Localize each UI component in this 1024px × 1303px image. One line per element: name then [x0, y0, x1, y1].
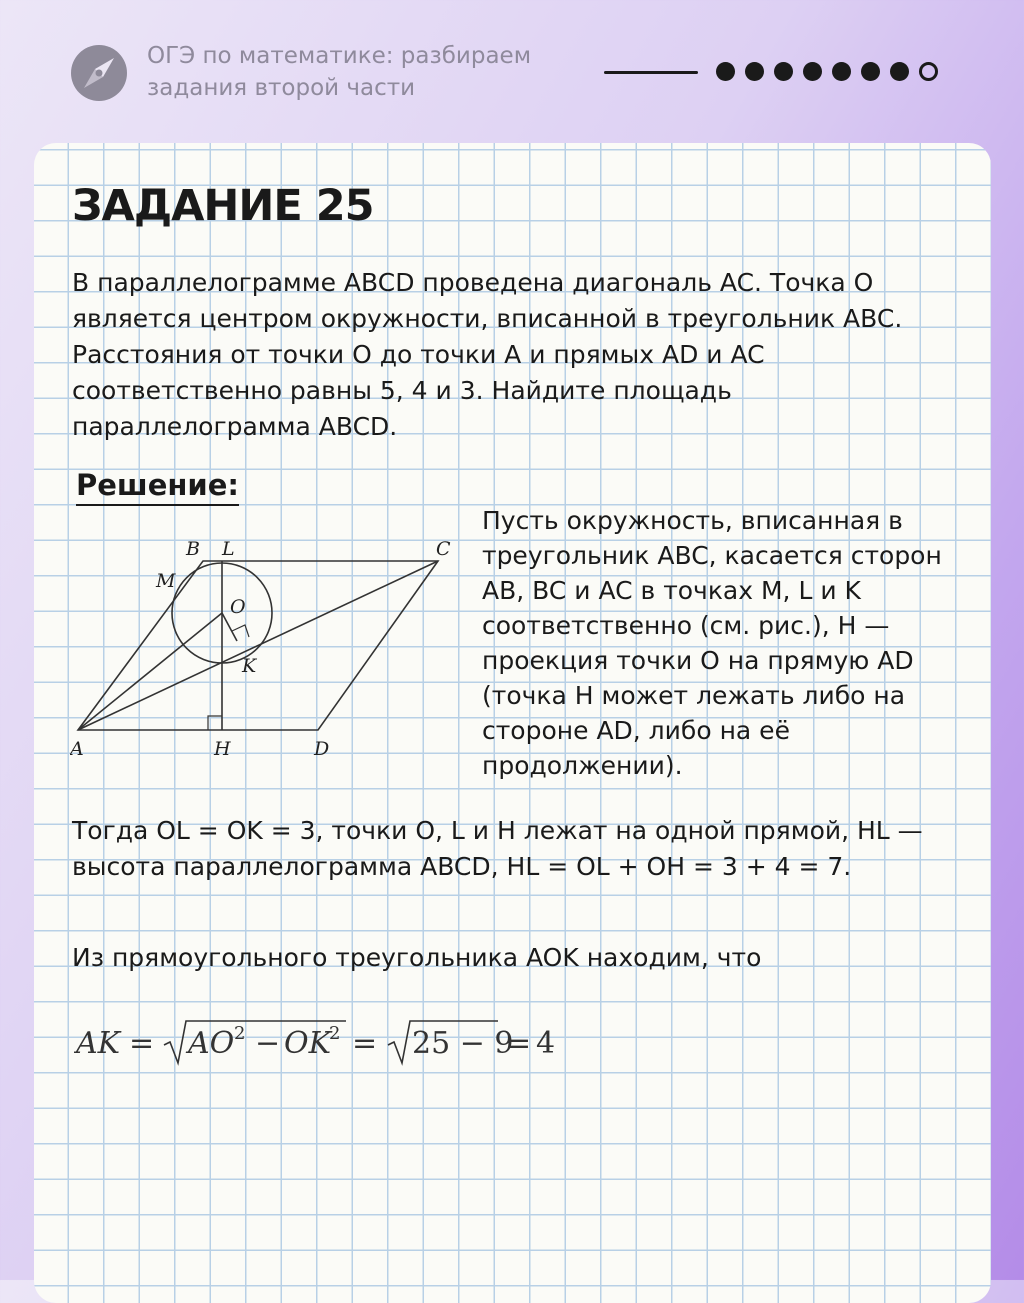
label-a: A: [70, 738, 84, 760]
label-o: O: [230, 596, 246, 618]
label-k: K: [242, 655, 257, 677]
slide-progress-dots: [716, 62, 938, 81]
diagonal-ac: [78, 561, 438, 730]
solution-text-2: Тогда OL = OK = 3, точки O, L и H лежат на одной прямой, HL — высота параллелограмма ABCD, HL = OL + OH = 3 + 4 = 7.: [72, 816, 923, 881]
formula-rad1-a-sup: 2: [234, 1023, 246, 1044]
label-m: M: [156, 570, 176, 592]
progress-dot: [774, 62, 793, 81]
formula-rad1-minus: −: [255, 1026, 281, 1061]
right-angle-h: [208, 716, 222, 730]
solution-heading: Решение:: [76, 468, 239, 506]
label-b: B: [186, 538, 200, 560]
formula-rad1-a: AO: [188, 1026, 235, 1061]
header-divider: [604, 71, 698, 74]
formula-lhs: AK: [76, 1026, 121, 1061]
progress-dot: [890, 62, 909, 81]
formula-eq-2: =: [352, 1026, 378, 1061]
task-title: ЗАДАНИЕ 25: [72, 181, 374, 231]
problem-statement: В параллелограмме ABCD проведена диагональ AC. Точка O является центром окружности, вписанной в треугольник ABC. Расстояния от точки O до точки A и прямых AD и AC соответственно равны 5, 4 и 3. Найдите площадь параллелограмма ABCD.: [72, 268, 903, 441]
progress-dot: [861, 62, 880, 81]
formula-ak: [74, 1015, 634, 1075]
solution-text-1: Пусть окружность, вписанная в треугольник ABC, касается сторон AB, BC и AC в точках M, L и K соответственно (см. рис.), H — проекция точки O на прямую AD (точка H может лежать либо на стороне AD, либо на её продолжении).: [482, 506, 942, 780]
label-l: L: [222, 538, 235, 560]
task-card: [34, 143, 991, 1303]
parallelogram-figure: [70, 535, 470, 775]
solution-text-3: Из прямоугольного треугольника AOK находим, что: [72, 943, 762, 972]
progress-dot: [716, 62, 735, 81]
header-title: ОГЭ по математике: разбираем задания второй части: [147, 43, 532, 101]
formula-eq-1: =: [129, 1026, 155, 1061]
label-d: D: [314, 738, 330, 760]
label-h: H: [214, 738, 231, 760]
progress-dot-current: [919, 62, 938, 81]
formula-rad1-b-sup: 2: [329, 1023, 341, 1044]
formula-result: 4: [536, 1026, 556, 1061]
formula-rad2: 25 − 9: [412, 1026, 514, 1061]
progress-dot: [745, 62, 764, 81]
formula-eq-3: =: [506, 1026, 532, 1061]
segment-ao: [78, 613, 222, 730]
label-c: C: [436, 538, 451, 560]
progress-dot: [832, 62, 851, 81]
formula-rad1-b: OK: [284, 1026, 332, 1061]
compass-logo-icon: [70, 44, 128, 102]
progress-dot: [803, 62, 822, 81]
